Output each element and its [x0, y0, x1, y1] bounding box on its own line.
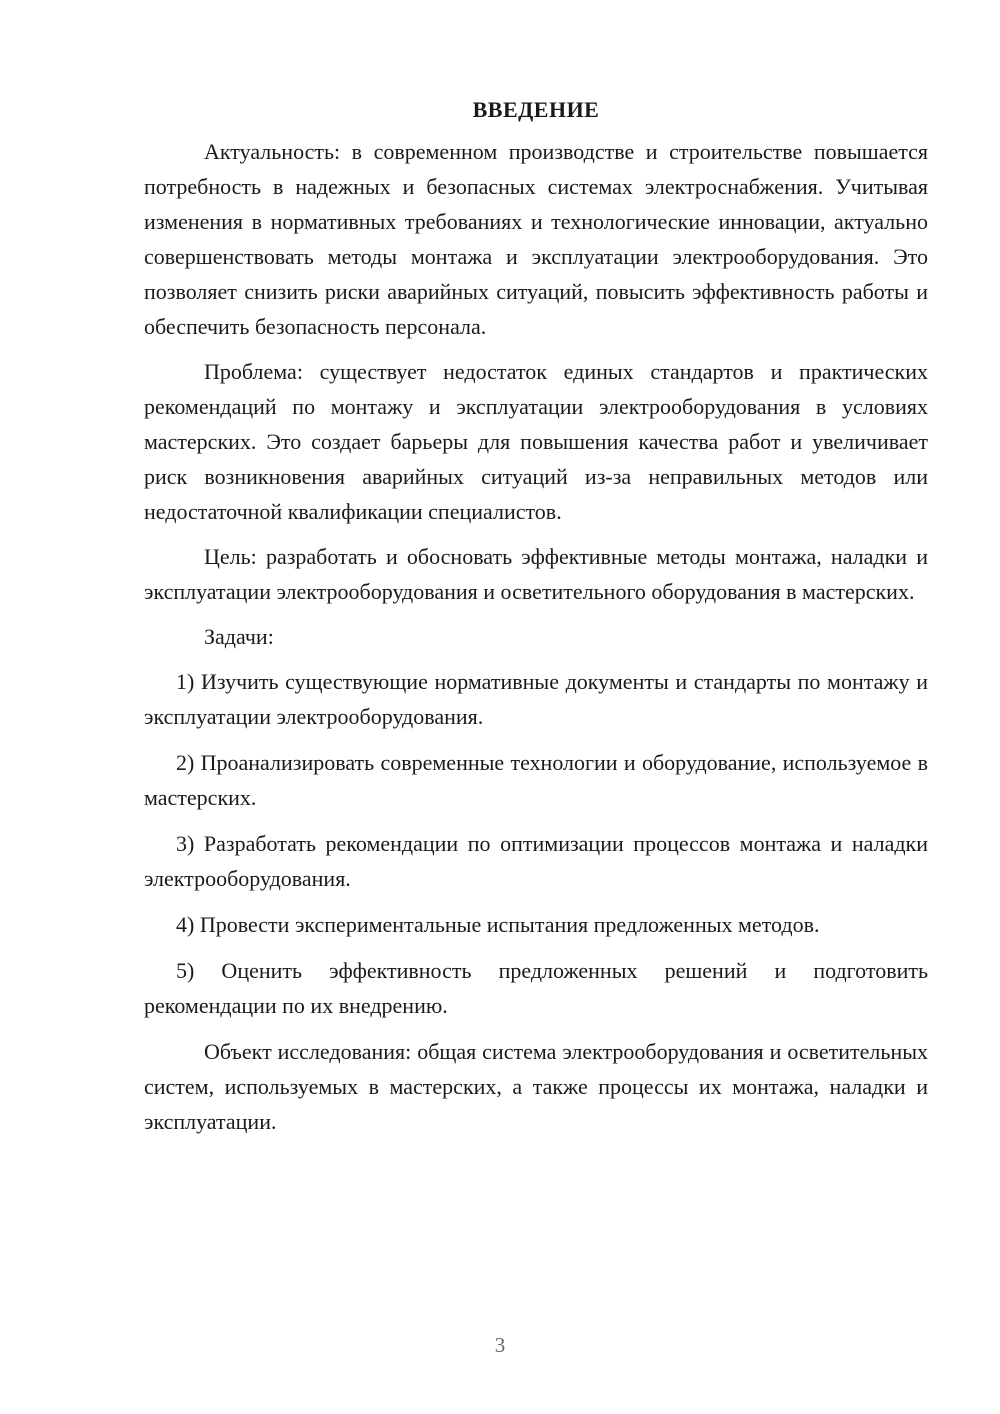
relevance-paragraph: Актуальность: в современном производстве и строительстве повышается потребность в надежных и безопасных системах электроснабжения. Учитывая изменения в нормативных требованиях и технологические инновации, актуально совершенствовать методы монтажа и эксплуатации электрооборудования. Это позволяет снизить риски аварийных ситуаций, повысить эффективность работы и обеспечить безопасность персонала.	[144, 139, 928, 339]
task-item-3: 3) Разработать рекомендации по оптимизации процессов монтажа и наладки электрооборудования.	[144, 831, 928, 891]
problem-paragraph: Проблема: существует недостаток единых стандартов и практических рекомендаций по монтажу и эксплуатации электрооборудования в условиях мастерских. Это создает барьеры для повышения качества работ и увеличивает риск возникновения аварийных ситуаций из-за неправильных методов или недостаточной квалификации специалистов.	[144, 359, 928, 524]
task-item-1: 1) Изучить существующие нормативные документы и стандарты по монтажу и эксплуатации электрооборудования.	[144, 669, 928, 729]
task-item-4: 4) Провести экспериментальные испытания предложенных методов.	[176, 912, 820, 937]
page-title: ВВЕДЕНИЕ	[472, 97, 600, 122]
tasks-heading: Задачи:	[204, 624, 274, 649]
object-paragraph: Объект исследования: общая система электрооборудования и осветительных систем, используемых в мастерских, а также процессы их монтажа, наладки и эксплуатации.	[144, 1039, 928, 1134]
goal-paragraph: Цель: разработать и обосновать эффективные методы монтажа, наладки и эксплуатации электрооборудования и осветительного оборудования в мастерских.	[144, 544, 928, 604]
page-number: 3	[494, 1333, 506, 1357]
task-item-2: 2) Проанализировать современные технологии и оборудование, используемое в мастерских.	[144, 750, 928, 810]
task-item-5: 5) Оценить эффективность предложенных решений и подготовить рекомендации по их внедрению.	[144, 958, 928, 1018]
page-content	[144, 92, 928, 1149]
